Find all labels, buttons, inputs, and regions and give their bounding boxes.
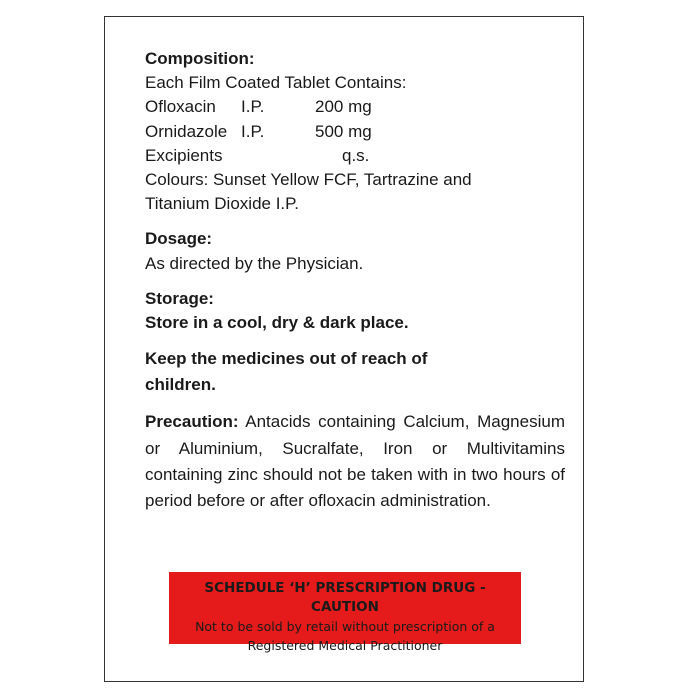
precaution-heading: Precaution: <box>145 412 239 432</box>
excipients-amount: q.s. <box>342 145 370 165</box>
colours-line-2: Titanium Dioxide I.P. <box>145 194 300 214</box>
composition-heading: Composition: <box>145 49 255 68</box>
ingredient-name: Ornidazole <box>145 121 228 141</box>
colours-line-1: Colours: Sunset Yellow FCF, Tartrazine and <box>145 170 472 190</box>
excipients-name: Excipients <box>145 145 223 165</box>
schedule-line-2: Registered Medical Practitioner <box>247 638 443 653</box>
schedule-title: SCHEDULE ‘H’ PRESCRIPTION DRUG - CAUTION <box>204 580 486 615</box>
excipients-row <box>145 144 565 168</box>
ingredient-name: Ofloxacin <box>145 97 216 117</box>
label-content <box>145 47 565 515</box>
ingredient-row-ornidazole <box>145 120 565 144</box>
keep-out-of-reach-warning: Keep the medicines out of reach of children. <box>145 349 428 395</box>
storage-heading: Storage: <box>145 288 214 308</box>
ingredient-amount: 200 mg <box>315 97 372 117</box>
dosage-text: As directed by the Physician. <box>145 253 364 273</box>
ingredient-amount: 500 mg <box>315 121 372 141</box>
storage-text: Store in a cool, dry & dark place. <box>145 313 409 333</box>
ingredient-standard: I.P. <box>241 121 265 141</box>
ingredient-row-ofloxacin <box>145 95 565 119</box>
label-panel <box>104 16 584 682</box>
dosage-heading: Dosage: <box>145 229 213 249</box>
precaution-text: Antacids containing Calcium, Magnesium or Aluminium, Sucralfate, Iron or Multivitamins containing zinc should not be taken with in two hours of period before or after ofloxacin administration. <box>145 412 565 511</box>
precaution-paragraph <box>145 409 565 515</box>
schedule-line-1: Not to be sold by retail without prescription of a <box>195 619 495 634</box>
ingredient-standard: I.P. <box>241 97 265 117</box>
composition-intro: Each Film Coated Tablet Contains: <box>145 73 407 93</box>
schedule-h-caution-box <box>169 572 521 653</box>
